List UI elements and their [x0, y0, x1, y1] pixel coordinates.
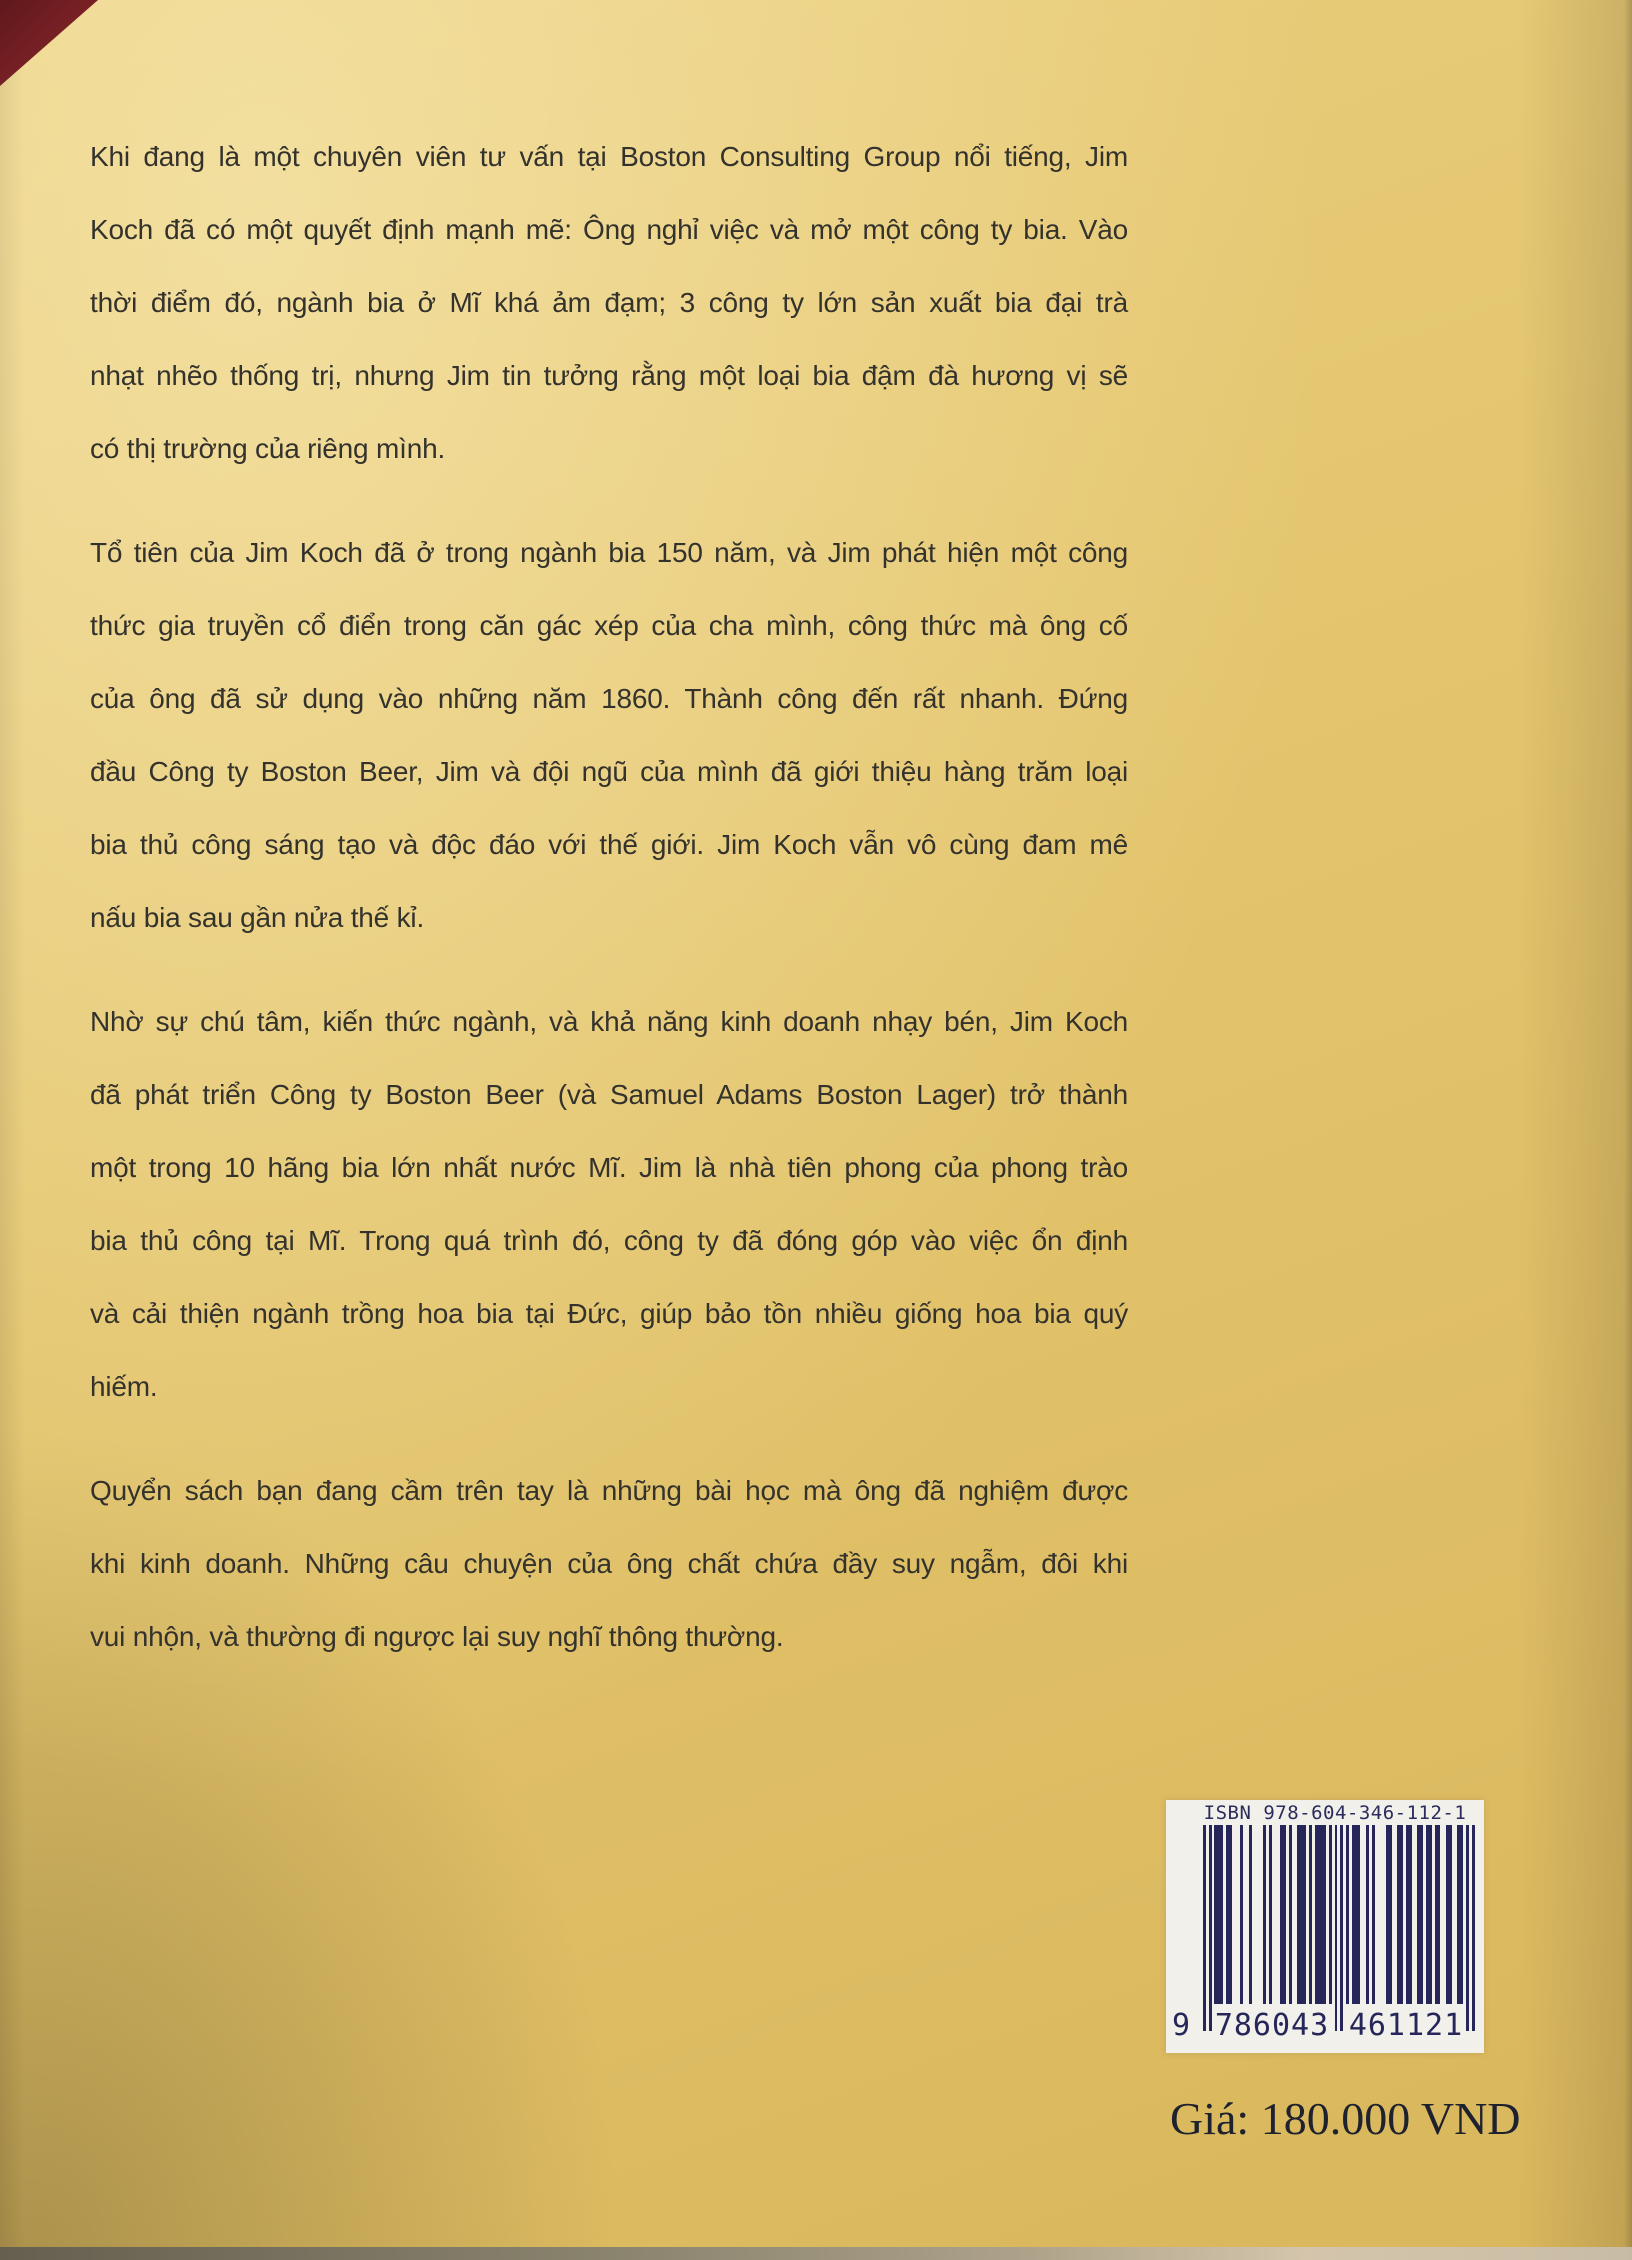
isbn-text: ISBN 978-604-346-112-1: [1203, 1802, 1467, 1824]
text-line: Quyển sách bạn đang cầm trên tay là những bài học mà ông đã nghiệm được: [90, 1475, 1128, 1506]
barcode-bar: [1472, 1825, 1475, 2031]
text-line: nấu bia sau gần nửa thế kỉ.: [90, 902, 425, 933]
text-line: Koch đã có một quyết định mạnh mẽ: Ông nghỉ việc và mở một công ty bia. Vào: [90, 214, 1128, 245]
paragraph: [90, 516, 1128, 954]
barcode-first-digit: 9: [1172, 2008, 1191, 2043]
paragraph: [90, 1454, 1128, 1673]
body-text: [90, 120, 1128, 1704]
text-line: của ông đã sử dụng vào những năm 1860. Thành công đến rất nhanh. Đứng: [90, 683, 1128, 714]
text-line: một trong 10 hãng bia lớn nhất nước Mĩ. Jim là nhà tiên phong của phong trào: [90, 1152, 1128, 1183]
text-line: thời điểm đó, ngành bia ở Mĩ khá ảm đạm; 3 công ty lớn sản xuất bia đại trà: [90, 287, 1128, 318]
cover-corner-accent: [0, 0, 98, 86]
text-line: nhạt nhẽo thống trị, nhưng Jim tin tưởng rằng một loại bia đậm đà hương vị sẽ: [90, 360, 1128, 391]
text-line: bia thủ công sáng tạo và độc đáo với thế giới. Jim Koch vẫn vô cùng đam mê: [90, 829, 1128, 860]
text-line: Nhờ sự chú tâm, kiến thức ngành, và khả năng kinh doanh nhạy bén, Jim Koch: [90, 1006, 1128, 1037]
text-line: và cải thiện ngành trồng hoa bia tại Đức, giúp bảo tồn nhiều giống hoa bia quý: [90, 1298, 1128, 1329]
text-line: Khi đang là một chuyên viên tư vấn tại Boston Consulting Group nổi tiếng, Jim: [90, 141, 1128, 172]
barcode-label: [1166, 1800, 1484, 2053]
barcode-digit-group-1: 786043: [1214, 2004, 1330, 2048]
barcode-digits: [1166, 2004, 1484, 2050]
text-line: Tổ tiên của Jim Koch đã ở trong ngành bia 150 năm, và Jim phát hiện một công: [90, 537, 1128, 568]
text-line: thức gia truyền cổ điển trong căn gác xép của cha mình, công thức mà ông cố: [90, 610, 1128, 641]
text-line: đầu Công ty Boston Beer, Jim và đội ngũ của mình đã giới thiệu hàng trăm loại: [90, 756, 1128, 787]
text-line: có thị trường của riêng mình.: [90, 433, 446, 464]
price-text: Giá: 180.000 VND: [1170, 2093, 1521, 2144]
barcode-digit-group-2: 461121: [1348, 2004, 1464, 2048]
text-line: hiếm.: [90, 1371, 158, 1402]
paragraph: [90, 985, 1128, 1423]
paragraph: [90, 120, 1128, 485]
barcode-bars: [1203, 1825, 1475, 2031]
page-bottom-edge: [0, 2247, 1632, 2260]
text-line: khi kinh doanh. Những câu chuyện của ông chất chứa đầy suy ngẫm, đôi khi: [90, 1548, 1128, 1579]
text-line: vui nhộn, và thường đi ngược lại suy nghĩ thông thường.: [90, 1621, 784, 1652]
text-line: đã phát triển Công ty Boston Beer (và Samuel Adams Boston Lager) trở thành: [90, 1079, 1128, 1110]
text-line: bia thủ công tại Mĩ. Trong quá trình đó, công ty đã đóng góp vào việc ổn định: [90, 1225, 1128, 1256]
